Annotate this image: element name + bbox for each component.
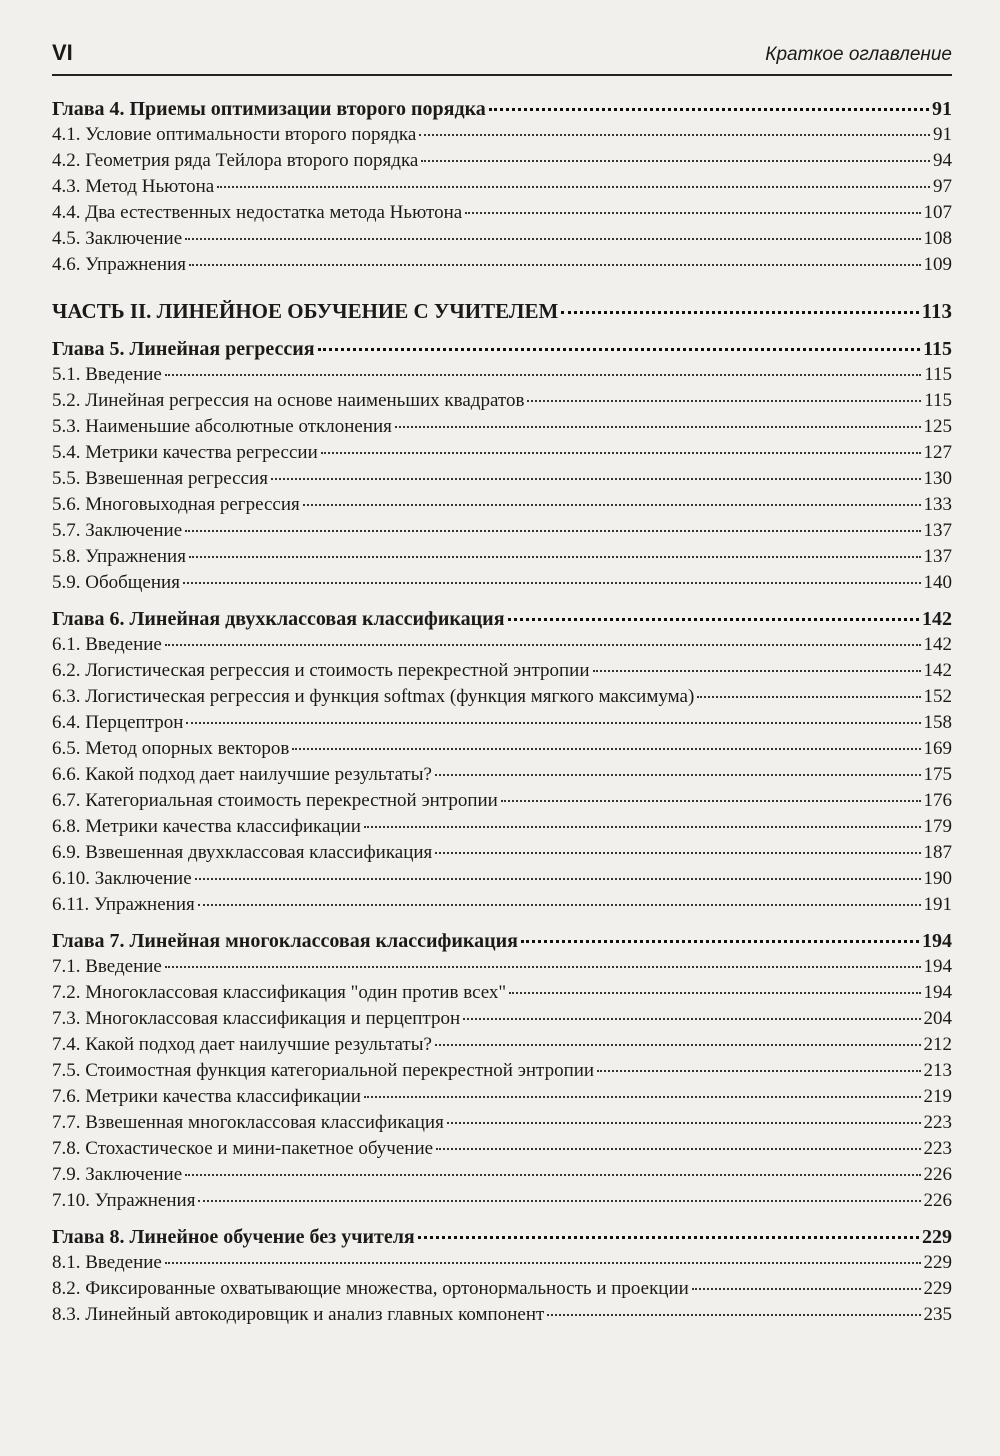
toc-section-entry (52, 1058, 952, 1084)
dot-leader (547, 1314, 920, 1316)
dot-leader (364, 826, 921, 828)
toc-entry-page: 109 (923, 254, 952, 275)
dot-leader (318, 348, 920, 351)
toc-entry-title: 6.10. Заключение (52, 868, 192, 889)
toc-section-entry (52, 840, 952, 866)
dot-leader (186, 722, 920, 724)
toc-entry-title: 7.1. Введение (52, 956, 162, 977)
dot-leader (185, 238, 920, 240)
header-rule (52, 74, 952, 76)
toc-entry-title: 8.1. Введение (52, 1252, 162, 1273)
toc-section-entry (52, 632, 952, 658)
dot-leader (165, 644, 921, 646)
toc-section-entry (52, 1110, 952, 1136)
dot-leader (697, 696, 920, 698)
toc-entry-page: 219 (923, 1086, 952, 1107)
dot-leader (183, 582, 921, 584)
toc-section-entry (52, 440, 952, 466)
toc-entry-page: 91 (933, 124, 952, 145)
toc-entry-title: 5.5. Взвешенная регрессия (52, 468, 268, 489)
dot-leader (593, 670, 921, 672)
toc-entry-title: 5.6. Многовыходная регрессия (52, 494, 300, 515)
dot-leader (435, 852, 920, 854)
toc-entry-title: Глава 7. Линейная многоклассовая классификация (52, 930, 519, 952)
page-header (52, 40, 952, 72)
toc-section-entry (52, 1302, 952, 1328)
toc-entry-page: 152 (923, 686, 952, 707)
toc-section-entry (52, 710, 952, 736)
dot-leader (692, 1288, 921, 1290)
toc-entry-title: ЧАСТЬ II. ЛИНЕЙНОЕ ОБУЧЕНИЕ С УЧИТЕЛЕМ (52, 299, 559, 323)
dot-leader (465, 212, 920, 214)
toc-section-entry (52, 570, 952, 596)
toc-entry-page: 176 (923, 790, 952, 811)
toc-entry-title: 6.4. Перцептрон (52, 712, 184, 733)
toc-entry-page: 190 (923, 868, 952, 889)
toc-entry-page: 226 (923, 1164, 952, 1185)
toc-entry-title: Глава 6. Линейная двухклассовая классификация (52, 608, 505, 630)
toc-section-entry (52, 362, 952, 388)
dot-leader (521, 940, 919, 943)
toc-entry-title: 5.8. Упражнения (52, 546, 186, 567)
toc-entry-title: Глава 4. Приемы оптимизации второго порядка (52, 98, 486, 120)
toc-section-entry (52, 684, 952, 710)
toc-section-entry (52, 892, 952, 918)
toc-section-entry (52, 388, 952, 414)
toc-section-entry (52, 788, 952, 814)
toc-entry-page: 125 (923, 416, 952, 437)
toc-entry-title: 6.8. Метрики качества классификации (52, 816, 361, 837)
toc-entry-title: 4.4. Два естественных недостатка метода Ньютона (52, 202, 463, 223)
toc-entry-title: 5.7. Заключение (52, 520, 183, 541)
toc-entry-page: 175 (923, 764, 952, 785)
toc-entry-page: 194 (922, 930, 952, 952)
toc-section-entry (52, 466, 952, 492)
dot-leader (463, 1018, 920, 1020)
toc-entry-page: 115 (924, 390, 952, 411)
dot-leader (165, 1262, 921, 1264)
toc-entry-page: 142 (923, 634, 952, 655)
toc-entry-title: 7.4. Какой подход дает наилучшие результаты? (52, 1034, 432, 1055)
toc-entry-page: 115 (924, 364, 952, 385)
dot-leader (501, 800, 921, 802)
toc-entry-title: 7.9. Заключение (52, 1164, 183, 1185)
toc-entry-page: 212 (923, 1034, 952, 1055)
toc-entry-title: 6.6. Какой подход дает наилучшие результаты? (52, 764, 432, 785)
toc-entry-page: 137 (923, 546, 952, 567)
toc-entry-title: 4.6. Упражнения (52, 254, 186, 275)
table-of-contents (52, 96, 952, 1328)
page-number: VI (52, 40, 73, 65)
toc-entry-page: 158 (923, 712, 952, 733)
toc-section-entry (52, 544, 952, 570)
toc-section-entry (52, 736, 952, 762)
dot-leader (509, 992, 920, 994)
toc-entry-page: 169 (923, 738, 952, 759)
toc-entry-title: 5.3. Наименьшие абсолютные отклонения (52, 416, 392, 437)
toc-entry-title: 7.5. Стоимостная функция категориальной перекрестной энтропии (52, 1060, 595, 1081)
toc-entry-title: 6.7. Категориальная стоимость перекрестной энтропии (52, 790, 498, 811)
dot-leader (195, 878, 921, 880)
toc-entry-title: 6.9. Взвешенная двухклассовая классификация (52, 842, 433, 863)
toc-entry-title: 4.3. Метод Ньютона (52, 176, 215, 197)
toc-entry-page: 127 (923, 442, 952, 463)
toc-entry-title: 6.2. Логистическая регрессия и стоимость перекрестной энтропии (52, 660, 590, 681)
toc-entry-title: 7.7. Взвешенная многоклассовая классификация (52, 1112, 444, 1133)
toc-entry-page: 229 (922, 1226, 952, 1248)
dot-leader (198, 1200, 920, 1202)
toc-entry-title: 5.4. Метрики качества регрессии (52, 442, 318, 463)
dot-leader (321, 452, 921, 454)
dot-leader (189, 264, 921, 266)
toc-section-entry (52, 954, 952, 980)
toc-section-entry (52, 252, 952, 278)
toc-entry-page: 97 (933, 176, 952, 197)
dot-leader (489, 108, 929, 111)
toc-section-entry (52, 492, 952, 518)
dot-leader (217, 186, 930, 188)
toc-entry-title: 8.2. Фиксированные охватывающие множества, ортонормальность и проекции (52, 1278, 689, 1299)
dot-leader (527, 400, 921, 402)
toc-entry-title: 7.2. Многоклассовая классификация "один против всех" (52, 982, 507, 1003)
toc-entry-title: Глава 5. Линейная регрессия (52, 338, 315, 360)
dot-leader (419, 134, 930, 136)
toc-entry-page: 194 (923, 956, 952, 977)
toc-section-entry (52, 1250, 952, 1276)
toc-section-entry (52, 226, 952, 252)
toc-entry-page: 223 (923, 1138, 952, 1159)
dot-leader (597, 1070, 920, 1072)
toc-section-entry (52, 1006, 952, 1032)
toc-entry-title: 4.1. Условие оптимальности второго порядка (52, 124, 417, 145)
toc-entry-page: 223 (923, 1112, 952, 1133)
toc-entry-title: 8.3. Линейный автокодировщик и анализ главных компонент (52, 1304, 545, 1325)
toc-section-entry (52, 148, 952, 174)
dot-leader (185, 530, 920, 532)
dot-leader (436, 1148, 920, 1150)
toc-entry-title: 7.10. Упражнения (52, 1190, 196, 1211)
toc-entry-page: 187 (923, 842, 952, 863)
toc-entry-page: 179 (923, 816, 952, 837)
toc-chapter-entry (52, 928, 952, 954)
toc-section-entry (52, 122, 952, 148)
toc-entry-page: 191 (923, 894, 952, 915)
toc-section-entry (52, 1276, 952, 1302)
toc-section-entry (52, 518, 952, 544)
toc-entry-page: 226 (923, 1190, 952, 1211)
dot-leader (303, 504, 921, 506)
toc-entry-page: 115 (923, 338, 952, 360)
toc-entry-title: 7.6. Метрики качества классификации (52, 1086, 361, 1107)
toc-entry-page: 140 (923, 572, 952, 593)
toc-chapter-entry (52, 336, 952, 362)
toc-entry-title: 5.9. Обобщения (52, 572, 180, 593)
toc-entry-title: 7.3. Многоклассовая классификация и перцептрон (52, 1008, 461, 1029)
toc-entry-title: 5.2. Линейная регрессия на основе наименьших квадратов (52, 390, 525, 411)
toc-entry-title: 6.1. Введение (52, 634, 162, 655)
toc-section-entry (52, 980, 952, 1006)
toc-entry-page: 137 (923, 520, 952, 541)
toc-part-entry (52, 296, 952, 326)
dot-leader (395, 426, 921, 428)
dot-leader (271, 478, 921, 480)
dot-leader (185, 1174, 920, 1176)
toc-entry-title: 4.2. Геометрия ряда Тейлора второго порядка (52, 150, 419, 171)
dot-leader (435, 1044, 921, 1046)
toc-entry-page: 130 (923, 468, 952, 489)
toc-entry-page: 142 (922, 608, 952, 630)
dot-leader (198, 904, 921, 906)
toc-section-entry (52, 866, 952, 892)
dot-leader (421, 160, 930, 162)
running-title: Краткое оглавление (765, 44, 952, 65)
dot-leader (447, 1122, 921, 1124)
toc-entry-title: 5.1. Введение (52, 364, 162, 385)
toc-section-entry (52, 762, 952, 788)
toc-section-entry (52, 814, 952, 840)
dot-leader (418, 1236, 919, 1239)
toc-chapter-entry (52, 96, 952, 122)
toc-entry-title: 6.11. Упражнения (52, 894, 195, 915)
toc-entry-page: 229 (923, 1278, 952, 1299)
toc-entry-title: Глава 8. Линейное обучение без учителя (52, 1226, 415, 1248)
toc-entry-page: 229 (923, 1252, 952, 1273)
toc-entry-page: 235 (923, 1304, 952, 1325)
toc-entry-page: 91 (932, 98, 952, 120)
toc-entry-title: 6.5. Метод опорных векторов (52, 738, 290, 759)
toc-section-entry (52, 1188, 952, 1214)
toc-entry-page: 194 (923, 982, 952, 1003)
toc-entry-page: 94 (933, 150, 952, 171)
toc-section-entry (52, 414, 952, 440)
dot-leader (364, 1096, 921, 1098)
toc-chapter-entry (52, 606, 952, 632)
dot-leader (189, 556, 921, 558)
dot-leader (165, 374, 921, 376)
toc-entry-page: 133 (923, 494, 952, 515)
toc-section-entry (52, 658, 952, 684)
toc-section-entry (52, 1084, 952, 1110)
toc-section-entry (52, 200, 952, 226)
dot-leader (561, 311, 918, 314)
toc-section-entry (52, 1162, 952, 1188)
toc-entry-title: 7.8. Стохастическое и мини-пакетное обучение (52, 1138, 434, 1159)
dot-leader (435, 774, 921, 776)
toc-entry-page: 142 (923, 660, 952, 681)
toc-section-entry (52, 1136, 952, 1162)
toc-entry-title: 4.5. Заключение (52, 228, 183, 249)
toc-entry-page: 107 (923, 202, 952, 223)
toc-entry-page: 204 (923, 1008, 952, 1029)
toc-entry-page: 108 (923, 228, 952, 249)
dot-leader (508, 618, 919, 621)
toc-entry-page: 213 (923, 1060, 952, 1081)
toc-section-entry (52, 174, 952, 200)
dot-leader (292, 748, 920, 750)
toc-section-entry (52, 1032, 952, 1058)
toc-chapter-entry (52, 1224, 952, 1250)
toc-entry-page: 113 (921, 299, 952, 323)
toc-entry-title: 6.3. Логистическая регрессия и функция softmax (функция мягкого максимума) (52, 686, 695, 707)
dot-leader (165, 966, 921, 968)
